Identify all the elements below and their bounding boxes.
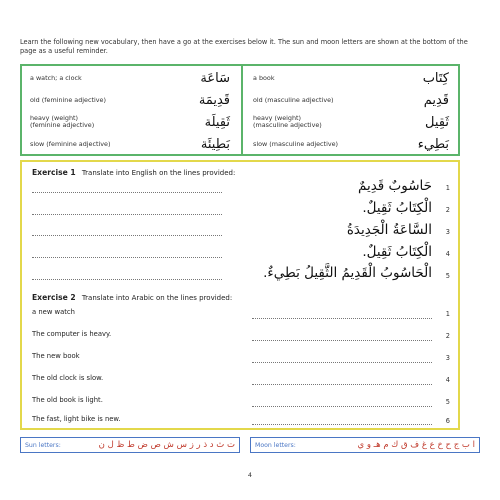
- vocab-row: [253, 134, 449, 154]
- answer-line[interactable]: [252, 340, 432, 341]
- vocab-english: a watch; a clock: [30, 73, 82, 82]
- vocab-row: [30, 134, 230, 154]
- answer-line[interactable]: [32, 235, 222, 236]
- vocab-row: [253, 68, 449, 88]
- exercise1-arabic: الْكِتَابُ ثَقِيلٌ.: [362, 200, 432, 216]
- vocab-english: old (masculine adjective): [253, 95, 334, 104]
- item-number: 4: [445, 250, 450, 258]
- exercise2-english: The fast, light bike is new.: [32, 415, 121, 423]
- exercise2-english: The new book: [32, 352, 80, 360]
- item-number: 6: [445, 417, 450, 425]
- vocab-row: [253, 112, 449, 132]
- vocab-arabic: قَدِيمَة: [198, 92, 230, 108]
- item-number: 1: [445, 310, 450, 318]
- vocab-arabic: بَطِيء: [417, 136, 449, 152]
- answer-line[interactable]: [32, 214, 222, 215]
- item-number: 2: [445, 206, 450, 214]
- answer-line[interactable]: [252, 318, 432, 319]
- vocab-row: [253, 90, 449, 110]
- exercise1-arabic: حَاسُوبٌ قَدِيمٌ: [357, 178, 432, 194]
- exercise2-title: Exercise 2: [32, 293, 76, 302]
- exercise1-arabic: السَّاعَةُ الْجَدِيدَةُ: [346, 222, 432, 238]
- vocab-english: heavy (weight) (masculine adjective): [253, 114, 322, 129]
- item-number: 1: [445, 184, 450, 192]
- exercises-box: [20, 160, 460, 430]
- answer-line[interactable]: [252, 406, 432, 407]
- vocab-english: slow (masculine adjective): [253, 139, 339, 148]
- moon-letters-box: [250, 437, 480, 453]
- vocab-english: heavy (weight) (feminine adjective): [30, 114, 95, 129]
- item-number: 3: [445, 228, 450, 236]
- vocab-row: [30, 68, 230, 88]
- sun-letters: ت ث د ذ ر ز س ش ص ض ط ظ ل ن: [98, 440, 235, 450]
- vocab-row: [30, 90, 230, 110]
- vocab-arabic: سَاعَة: [200, 70, 230, 86]
- item-number: 2: [445, 332, 450, 340]
- exercise1-instruction: Translate into English on the lines provided:: [81, 169, 236, 177]
- item-number: 5: [445, 272, 450, 280]
- vocab-arabic: قَدِيم: [423, 92, 449, 108]
- exercise2-instruction: Translate into Arabic on the lines provided:: [81, 294, 233, 302]
- vocab-arabic: ثَقِيلَة: [204, 114, 230, 130]
- answer-line[interactable]: [252, 384, 432, 385]
- exercise2-english: a new watch: [32, 308, 75, 316]
- vocab-row: [30, 112, 230, 132]
- vocab-english: old (feminine adjective): [30, 95, 106, 104]
- sun-letters-label: Sun letters:: [25, 441, 61, 449]
- vocab-english: slow (feminine adjective): [30, 139, 111, 148]
- answer-line[interactable]: [32, 279, 222, 280]
- answer-line[interactable]: [32, 257, 222, 258]
- exercise1-header: [32, 168, 235, 177]
- answer-line[interactable]: [252, 362, 432, 363]
- exercise1-arabic: الْحَاسُوبُ الْقَدِيمُ الثَّقِيلُ بَطِيءٌ.: [263, 265, 432, 281]
- exercise1-arabic: الْكِتَابُ ثَقِيلٌ.: [362, 244, 432, 260]
- moon-letters-label: Moon letters:: [255, 441, 296, 449]
- item-number: 4: [445, 376, 450, 384]
- exercise2-english: The computer is heavy.: [32, 330, 112, 338]
- vocab-arabic: ثَقِيل: [425, 114, 449, 130]
- vocab-divider: [241, 66, 243, 154]
- exercise2-english: The old clock is slow.: [32, 374, 104, 382]
- intro-text: Learn the following new vocabulary, then have a go at the exercises below it. The sun and moon letters are shown at the bottom of the page as a useful reminder.: [20, 38, 468, 55]
- page-number: 4: [247, 471, 253, 479]
- item-number: 5: [445, 398, 450, 406]
- exercise2-english: The old book is light.: [32, 396, 103, 404]
- answer-line[interactable]: [252, 424, 432, 425]
- exercise1-title: Exercise 1: [32, 168, 76, 177]
- vocab-arabic: بَطِيئَة: [200, 136, 230, 152]
- moon-letters: ا ب ج ح خ ع غ ف ق ك م هـ و ي: [357, 440, 475, 450]
- answer-line[interactable]: [32, 192, 222, 193]
- exercise2-header: [32, 293, 232, 302]
- item-number: 3: [445, 354, 450, 362]
- vocab-english: a book: [253, 73, 275, 82]
- sun-letters-box: [20, 437, 240, 453]
- vocab-arabic: كِتَاب: [422, 70, 449, 86]
- vocabulary-box: [20, 64, 460, 156]
